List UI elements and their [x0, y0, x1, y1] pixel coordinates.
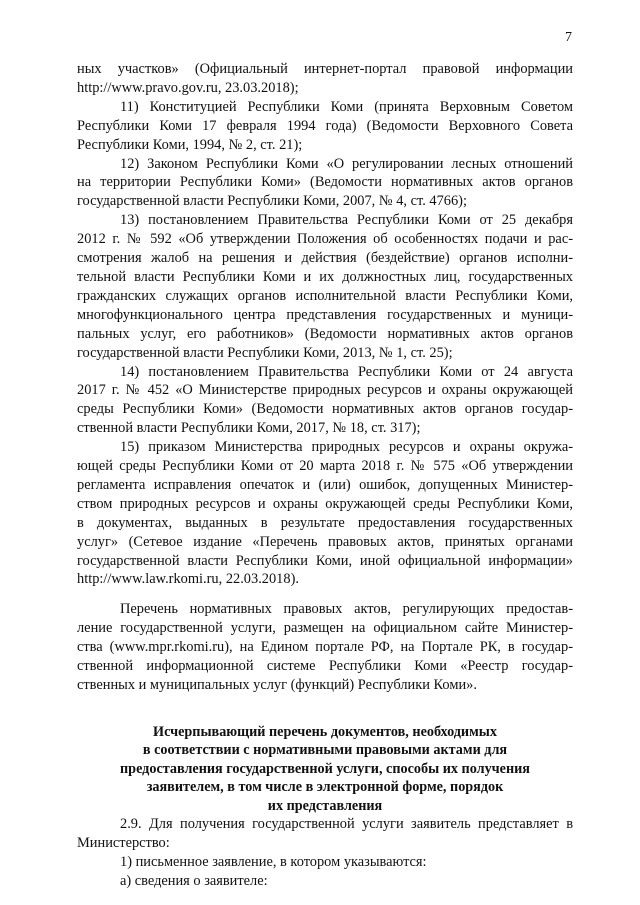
paragraph: [77, 98, 573, 155]
heading-line: заявителем, в том числе в электронной форме, порядок: [146, 779, 504, 796]
text-line: ством природных ресурсов и охраны окружающей среды Республики Коми,: [77, 495, 573, 512]
text-line: в документах, выданных в результате предоставления государственных: [77, 514, 573, 531]
text-line: 15) приказом Министерства природных ресурсов и охраны окружа-: [120, 439, 573, 456]
text-line: государственной власти Республики Коми, 2013, № 1, ст. 25);: [77, 344, 453, 361]
text-line: ственных и муниципальных услуг (функций) Республики Коми».: [77, 677, 477, 693]
text-line: регламента исправления опечаток и (или) ошибок, допущенных Министер-: [77, 476, 573, 493]
paragraph: [77, 60, 573, 98]
text-line: ление государственной услуги, размещен на официальном сайте Министер-: [77, 620, 573, 637]
text-line: 13) постановлением Правительства Республики Коми от 25 декабря: [120, 212, 573, 229]
heading-line: предоставления государственной услуги, способы их получения: [120, 760, 530, 777]
heading-line: их представления: [267, 797, 383, 814]
heading-line: Исчерпывающий перечень документов, необходимых: [153, 723, 497, 740]
paragraph: [77, 155, 573, 212]
section-spacer: [77, 695, 573, 723]
text-line: ства (www.mpr.rkomi.ru), на Едином портале РФ, на Портале РК, в государ-: [77, 639, 573, 656]
heading-line: в соответствии с нормативными правовыми актами для: [142, 742, 508, 759]
text-line: услуг» (Сетевое издание «Перечень правовых актов, принятых органами: [77, 533, 573, 550]
paragraph: [77, 211, 573, 362]
text-line: смотрения жалоб на решения и действия (бездействие) органов исполни-: [77, 250, 573, 267]
text-line: Министерство:: [77, 834, 170, 851]
paragraph: [77, 815, 573, 853]
text-line: тельной власти Республики Коми и их должностных лиц, государственных: [77, 268, 573, 285]
paragraph: [77, 438, 573, 589]
text-line: 2.9. Для получения государственной услуги заявитель представляет в: [120, 815, 573, 832]
text-line: 12) Законом Республики Коми «О регулировании лесных отношений: [120, 155, 573, 172]
text-line: http://www.pravo.gov.ru, 23.03.2018);: [77, 79, 299, 96]
text-line: а) сведения о заявителе:: [120, 872, 268, 889]
text-line: ных участков» (Официальный интернет-портал правовой информации: [77, 61, 573, 77]
text-line: 14) постановлением Правительства Республики Коми от 24 августа: [120, 363, 573, 380]
paragraph: [77, 600, 573, 695]
text-line: пальных услуг, его работников» (Ведомости нормативных актов органов: [77, 325, 573, 342]
text-line: 11) Конституцией Республики Коми (принята Верховным Советом: [120, 98, 573, 115]
document-body: [77, 60, 573, 891]
text-line: Республики Коми 17 февраля 1994 года) (Ведомости Верховного Совета: [77, 117, 573, 134]
text-line: среды Республики Коми» (Ведомости нормативных актов органов государ-: [77, 401, 573, 418]
text-line: государственной власти Республики Коми, 2007, № 4, ст. 4766);: [77, 193, 467, 210]
text-line: ственной информационной системе Республики Коми «Реестр государ-: [77, 658, 573, 675]
paragraph: [77, 363, 573, 439]
text-line: 1) письменное заявление, в котором указываются:: [120, 853, 427, 870]
text-line: многофункционального центра представления государственных и муници-: [77, 306, 573, 323]
section-heading: [77, 723, 573, 815]
text-line: Перечень нормативных правовых актов, регулирующих предостав-: [120, 601, 573, 618]
text-line: ственной власти Республики Коми, 2017, № 18, ст. 317);: [77, 420, 421, 437]
paragraph: [77, 872, 573, 891]
text-line: ющей среды Республики Коми от 20 марта 2018 г. № 575 «Об утверждении: [77, 458, 573, 475]
paragraph: [77, 853, 573, 872]
text-line: 2017 г. № 452 «О Министерстве природных ресурсов и охраны окружающей: [77, 382, 573, 399]
text-line: на территории Республики Коми» (Ведомости нормативных актов органов: [77, 174, 573, 191]
page-number: 7: [565, 30, 572, 45]
text-line: http://www.law.rkomi.ru, 22.03.2018).: [77, 571, 299, 588]
paragraph-spacer: [77, 589, 573, 600]
text-line: 2012 г. № 592 «Об утверждении Положения об особенностях подачи и рас-: [77, 231, 573, 248]
text-line: Республики Коми, 1994, № 2, ст. 21);: [77, 136, 303, 153]
text-line: государственной власти Республики Коми, иной официальной информации»: [77, 552, 573, 569]
text-line: гражданских служащих органов исполнительной власти Республики Коми,: [77, 287, 573, 304]
